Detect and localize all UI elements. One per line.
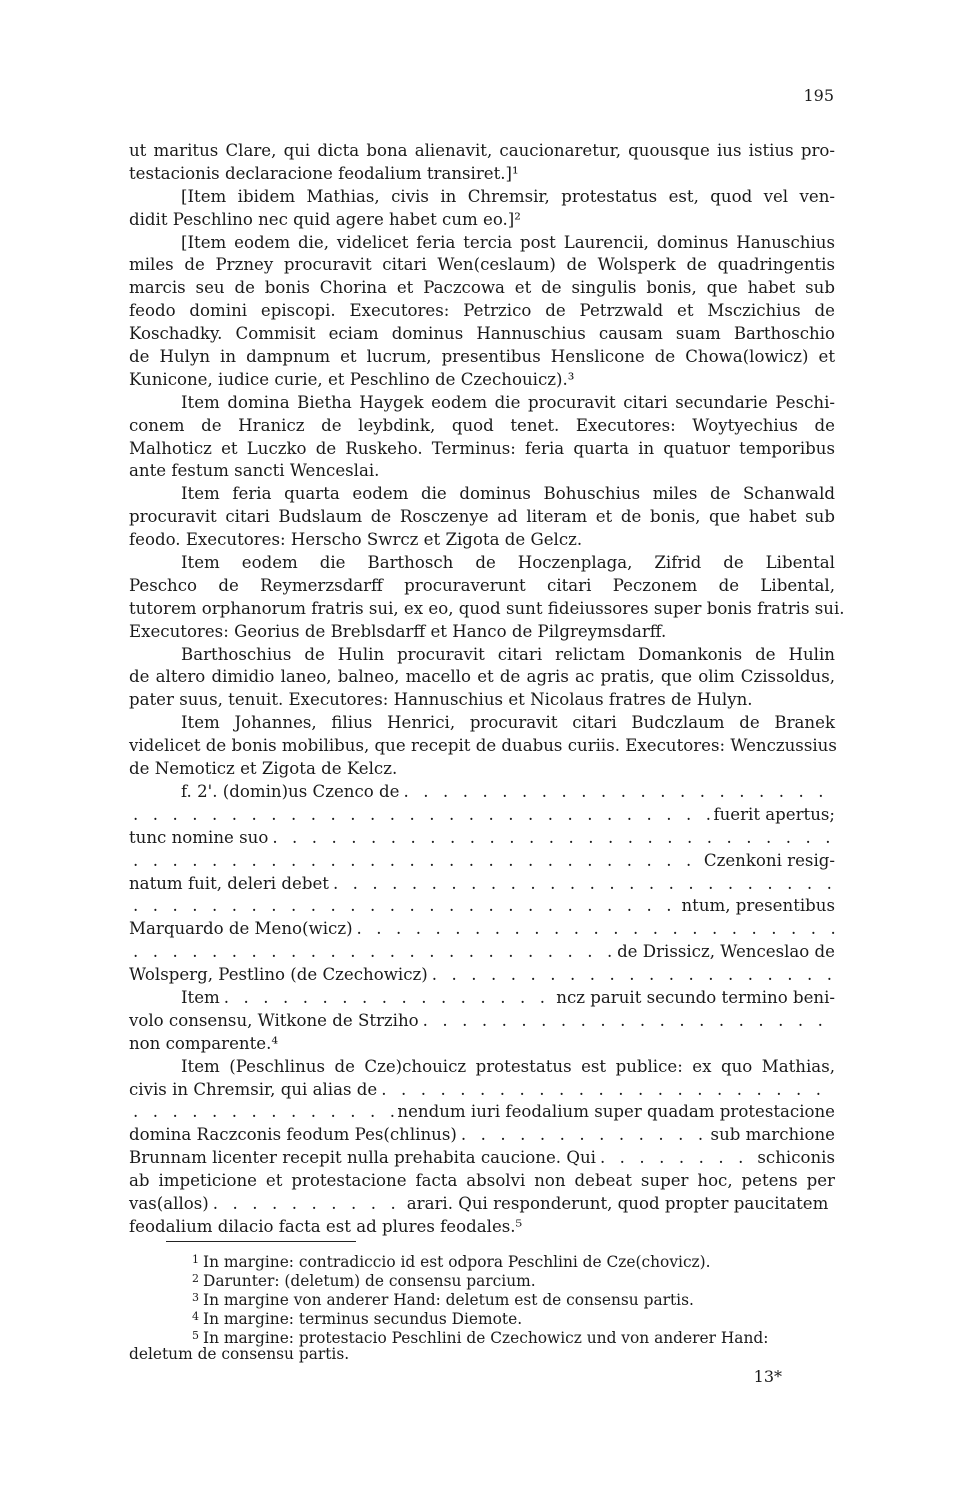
lacuna-line: . . . ntum, presentibus — [129, 895, 835, 918]
text-line: testacionis declaracione feodalium transiret.]¹ — [129, 163, 519, 183]
text-line: [Item ibidem Mathias, civis in Chremsir, protestatus est, quod vel ven- — [181, 186, 835, 206]
dotted-gap — [268, 827, 835, 850]
text-line: ante festum sancti Wenceslai. — [129, 461, 380, 481]
dotted-gap — [129, 804, 713, 827]
text-line: didit Peschlino nec quid agere habet cum eo.]² — [129, 209, 521, 229]
lacuna-line: Item . . . ncz paruit secundo termino beni- — [129, 987, 835, 1010]
text-line: non comparente.⁴ — [129, 1033, 279, 1053]
text-line: Kunicone, iudice curie, et Peschlino de Czechouicz).³ — [129, 369, 575, 389]
dotted-gap — [129, 895, 681, 918]
lacuna-line: natum fuit, deleri debet . . . — [129, 873, 835, 896]
footnote-separator — [166, 1241, 356, 1242]
text-line: Peschco de Reymerzsdarff procuraverunt citari Peczonem de Libental, — [129, 575, 835, 595]
lacuna-line: Wolsperg, Pestlino (de Czechowicz) . . . — [129, 964, 835, 987]
main-text — [129, 140, 845, 1239]
footnote: 4 In margine: terminus secundus Diemote. — [192, 1310, 523, 1328]
text-line: Item (Peschlinus de Cze)chouicz protestatus est publice: ex quo Mathias, — [181, 1056, 835, 1076]
lacuna-line: f. 2'. (domin)us Czenco de . . . — [129, 781, 835, 804]
text-line: Item feria quarta eodem die dominus Bohuschius miles de Schanwald — [181, 484, 835, 504]
text-line: marcis seu de bonis Chorina et Paczcowa et de singulis bonis, que habet sub — [129, 278, 835, 298]
text-line: [Item eodem die, videlicet feria tercia post Laurencii, dominus Hanuschius — [181, 232, 835, 252]
dotted-gap — [419, 1010, 835, 1033]
dotted-gap — [457, 1124, 711, 1147]
dotted-gap — [129, 1101, 397, 1124]
text-line: videlicet de bonis mobilibus, que recepit de duabus curiis. Executores: Wenczussius — [129, 736, 837, 756]
footnote: 1 In margine: contradiccio id est odpora Peschlini de Cze(chovicz). — [192, 1253, 711, 1271]
lacuna-line: . . . Czenkoni resig- — [129, 850, 835, 873]
footnotes — [129, 1250, 835, 1364]
lacuna-line: . . . de Drissicz, Wenceslao de — [129, 941, 835, 964]
dotted-gap — [220, 987, 556, 1010]
lacuna-line: . . . nendum iuri feodalium super quadam protestacione — [129, 1101, 835, 1124]
text-line: Malhoticz et Luczko de Ruskeho. Terminus: feria quarta in quatuor temporibus — [129, 438, 835, 458]
text-line: Item domina Bietha Haygek eodem die procuravit citari secundarie Peschi- — [181, 392, 835, 412]
dotted-gap — [329, 873, 835, 896]
text-line: procuravit citari Budslaum de Rosczenye ad literam et de bonis, que habet sub — [129, 507, 835, 527]
dotted-gap — [428, 964, 835, 987]
footnote-continuation: deletum de consensu partis. — [129, 1345, 350, 1363]
lacuna-line: volo consensu, Witkone de Strziho . . . — [129, 1010, 835, 1033]
lacuna-line: civis in Chremsir, qui alias de . . . — [129, 1079, 835, 1102]
page-number: 195 — [803, 86, 834, 105]
text-line: conem de Hranicz de leybdink, quod tenet. Executores: Woytyechius de — [129, 415, 835, 435]
lacuna-line: domina Raczconis feodum Pes(chlinus) . . . sub marchione — [129, 1124, 835, 1147]
footnote: 5 In margine: protestacio Peschlini de Czechowicz und von anderer Hand: — [192, 1329, 769, 1347]
lacuna-line: Brunnam licenter recepit nulla prehabita caucione. Qui . . . schiconis — [129, 1147, 835, 1170]
text-line: tutorem orphanorum fratris sui, ex eo, quod sunt fideiussores super bonis fratris sui. — [129, 598, 845, 618]
printer-signature: 13* — [753, 1367, 782, 1386]
text-line: feodalium dilacio facta est ad plures feodales.⁵ — [129, 1216, 523, 1236]
lacuna-line: vas(allos) . . . arari. Qui responderunt, quod propter paucitatem — [129, 1193, 835, 1216]
text-line: Koschadky. Commisit eciam dominus Hannuschius causam suam Barthoschio — [129, 324, 835, 344]
text-line: Barthoschius de Hulin procuravit citari relictam Domankonis de Hulin — [181, 644, 835, 664]
text-line: de Hulyn in dampnum et lucrum, presentibus Henslicone de Chowa(lowicz) et — [129, 347, 835, 367]
text-line: pater suus, tenuit. Executores: Hannuschius et Nicolaus fratres de Hulyn. — [129, 690, 753, 710]
text-line: miles de Przney procuravit citari Wen(ceslaum) de Wolsperk de quadringentis — [129, 255, 835, 275]
dotted-gap — [596, 1147, 757, 1170]
dotted-gap — [353, 918, 835, 941]
lacuna-line: . . . fuerit apertus; — [129, 804, 835, 827]
dotted-gap — [129, 941, 617, 964]
footnote: 2 Darunter: (deletum) de consensu parcium. — [192, 1272, 536, 1290]
text-line: de Nemoticz et Zigota de Kelcz. — [129, 759, 398, 779]
text-line: feodo. Executores: Herscho Swrcz et Zigota de Gelcz. — [129, 530, 583, 550]
text-line: Item Johannes, filius Henrici, procuravit citari Budczlaum de Branek — [181, 713, 835, 733]
text-line: de altero dimidio laneo, balneo, macello et de agris ac pratis, que olim Czissoldus, — [129, 667, 835, 687]
dotted-gap — [129, 850, 704, 873]
lacuna-line: Marquardo de Meno(wicz) . . . — [129, 918, 835, 941]
text-line: Item eodem die Barthosch de Hoczenplaga, Zifrid de Libental — [181, 553, 835, 573]
dotted-gap — [209, 1193, 407, 1216]
dotted-gap — [377, 1079, 835, 1102]
text-line: ut maritus Clare, qui dicta bona alienavit, caucionaretur, quousque ius istius pro- — [129, 141, 835, 160]
text-line: Executores: Georius de Breblsdarff et Hanco de Pilgreymsdarff. — [129, 621, 667, 641]
footnote: 3 In margine von anderer Hand: deletum est de consensu partis. — [192, 1291, 694, 1309]
lacuna-line: tunc nomine suo . . . — [129, 827, 835, 850]
text-line: ab impeticione et protestacione facta absolvi non debeat super hoc, petens per — [129, 1171, 835, 1191]
text-line: feodo domini episcopi. Executores: Petrzico de Petrzwald et Msczichius de — [129, 301, 835, 321]
dotted-gap — [399, 781, 835, 804]
